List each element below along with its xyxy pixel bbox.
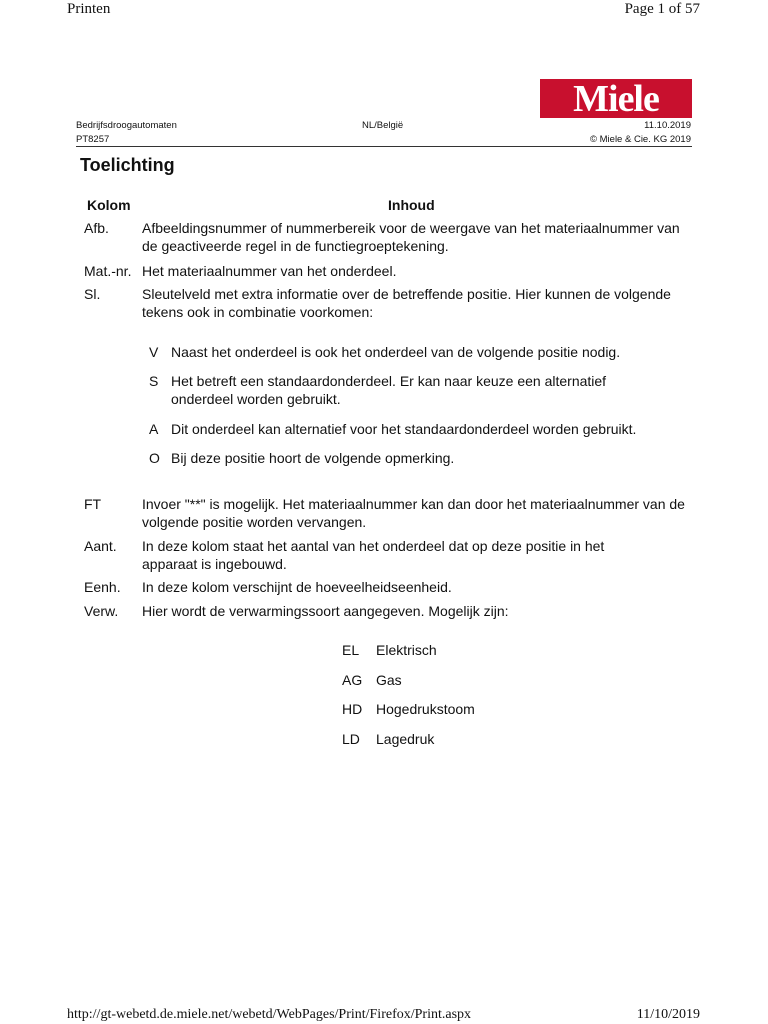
footer-date: 11/10/2019 [636,1007,700,1022]
heating-text: Lagedruk [376,731,435,747]
row-description: In deze kolom verschijnt de hoeveelheidseenheid. [142,579,452,595]
key-code-letter: A [149,421,159,437]
row-term: Verw. [84,603,119,619]
key-code-text: Naast het onderdeel is ook het onderdeel van de volgende positie nodig. [171,344,621,360]
header-product-group: Bedrijfsdroogautomaten [76,120,177,131]
header-divider [76,146,692,147]
row-term: Eenh. [84,579,121,595]
row-description: Hier wordt de verwarmingssoort aangegeven. Mogelijk zijn: [142,603,509,619]
footer-url: http://gt-webetd.de.miele.net/webetd/WebPages/Print/Firefox/Print.aspx [67,1007,472,1022]
row-description: Het materiaalnummer van het onderdeel. [142,263,397,279]
row-term: FT [84,496,102,512]
miele-logo [540,79,692,118]
header-copyright: © Miele & Cie. KG 2019 [590,134,691,145]
row-term: Aant. [84,538,117,554]
column-header-inhoud: Inhoud [388,197,435,213]
row-term: Sl. [84,286,101,302]
column-header-kolom: Kolom [87,197,131,213]
section-title: Toelichting [80,155,175,175]
heating-text: Elektrisch [376,642,437,658]
heating-text: Gas [376,672,402,688]
row-description: In deze kolom staat het aantal van het onderdeel dat op deze positie in het apparaat is ingebouwd. [142,538,605,572]
key-code-text: Het betreft een standaardonderdeel. Er kan naar keuze een alternatief onderdeel worden gebruikt. [171,373,607,407]
row-term: Mat.-nr. [84,263,132,279]
heating-code: EL [342,642,360,658]
row-description: Sleutelveld met extra informatie over de betreffende positie. Hier kunnen de volgende tekens ook in combinatie voorkomen: [142,286,671,320]
heating-code: HD [342,701,363,717]
key-code-letter: S [149,373,159,389]
header-model: PT8257 [76,134,110,145]
heating-code: LD [342,731,360,747]
row-term: Afb. [84,220,109,236]
heating-text: Hogedrukstoom [376,701,475,717]
key-code-letter: V [149,344,159,360]
key-code-text: Dit onderdeel kan alternatief voor het standaardonderdeel worden gebruikt. [171,421,637,437]
key-code-letter: O [149,450,160,466]
page-counter: Page 1 of 57 [624,1,700,17]
heating-code: AG [342,672,363,688]
header-date: 11.10.2019 [644,120,691,131]
print-title: Printen [67,1,111,17]
row-description: Afbeeldingsnummer of nummerbereik voor de weergave van het materiaalnummer van de geactiveerde regel in de functiegroeptekening. [142,220,680,254]
key-code-text: Bij deze positie hoort de volgende opmerking. [171,450,455,466]
row-description: Invoer "**" is mogelijk. Het materiaalnummer kan dan door het materiaalnummer van de volgende positie worden vervangen. [142,496,685,530]
header-region: NL/België [362,120,404,131]
logo-text: Miele [573,77,659,120]
